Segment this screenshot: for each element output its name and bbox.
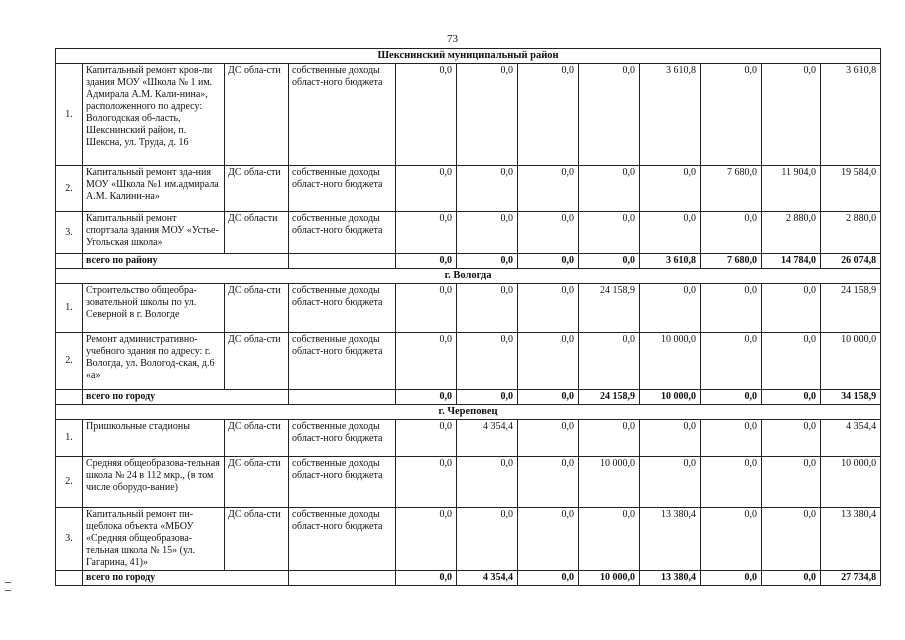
amount-cell: 0,0 bbox=[396, 166, 457, 212]
table-row bbox=[56, 284, 881, 333]
amount-cell: 0,0 bbox=[701, 333, 762, 390]
row-index: 3. bbox=[56, 508, 83, 571]
amount-cell: 0,0 bbox=[701, 284, 762, 333]
amount-cell: 0,0 bbox=[579, 508, 640, 571]
amount-cell: 0,0 bbox=[396, 457, 457, 508]
total-amount: 4 354,4 bbox=[457, 571, 518, 586]
total-amount: 0,0 bbox=[701, 390, 762, 405]
total-amount: 0,0 bbox=[396, 390, 457, 405]
total-index-cell bbox=[56, 571, 83, 586]
amount-cell: 0,0 bbox=[762, 333, 821, 390]
total-index-cell bbox=[56, 390, 83, 405]
customer-cell: ДС обла-сти bbox=[225, 64, 289, 166]
amount-cell: 0,0 bbox=[518, 333, 579, 390]
amount-cell: 0,0 bbox=[640, 212, 701, 254]
funding-source: собственные доходы област-ного бюджета bbox=[289, 284, 396, 333]
funding-source: собственные доходы област-ного бюджета bbox=[289, 508, 396, 571]
total-amount: 13 380,4 bbox=[640, 571, 701, 586]
amount-cell: 0,0 bbox=[762, 284, 821, 333]
amount-cell: 3 610,8 bbox=[821, 64, 881, 166]
total-label: всего по городу bbox=[83, 571, 289, 586]
total-amount: 7 680,0 bbox=[701, 254, 762, 269]
object-name: Ремонт административно-учебного здания по адресу: г. Вологда, ул. Вологод-ская, д.6 «а» bbox=[83, 333, 225, 390]
row-index: 1. bbox=[56, 64, 83, 166]
amount-cell: 0,0 bbox=[518, 166, 579, 212]
row-index: 1. bbox=[56, 284, 83, 333]
amount-cell: 0,0 bbox=[640, 457, 701, 508]
amount-cell: 11 904,0 bbox=[762, 166, 821, 212]
amount-cell: 0,0 bbox=[457, 333, 518, 390]
amount-cell: 0,0 bbox=[518, 508, 579, 571]
section-title: г. Вологда bbox=[56, 269, 881, 284]
total-amount: 0,0 bbox=[701, 571, 762, 586]
customer-cell: ДС области bbox=[225, 212, 289, 254]
total-row bbox=[56, 254, 881, 269]
section-header bbox=[56, 269, 881, 284]
total-amount: 0,0 bbox=[762, 390, 821, 405]
total-label: всего по району bbox=[83, 254, 289, 269]
funding-source: собственные доходы област-ного бюджета bbox=[289, 212, 396, 254]
funding-source: собственные доходы област-ного бюджета bbox=[289, 333, 396, 390]
amount-cell: 19 584,0 bbox=[821, 166, 881, 212]
funding-source: собственные доходы област-ного бюджета bbox=[289, 64, 396, 166]
customer-cell: ДС обла-сти bbox=[225, 508, 289, 571]
page-number: 73 bbox=[447, 33, 458, 45]
object-name: Строительство общеобра-зовательной школы по ул. Северной в г. Вологде bbox=[83, 284, 225, 333]
total-index-cell bbox=[56, 254, 83, 269]
amount-cell: 0,0 bbox=[640, 284, 701, 333]
object-name: Пришкольные стадионы bbox=[83, 420, 225, 457]
object-name: Капитальный ремонт зда-ния МОУ «Школа №1 им.адмирала А.М. Калини-на» bbox=[83, 166, 225, 212]
amount-cell: 0,0 bbox=[762, 508, 821, 571]
funding-source: собственные доходы област-ного бюджета bbox=[289, 457, 396, 508]
amount-cell: 0,0 bbox=[701, 508, 762, 571]
object-name: Капитальный ремонт пи-щеблока объекта «МБОУ «Средняя общеобразова-тельная школа № 15» (ул. Гагарина, 41)» bbox=[83, 508, 225, 571]
total-label: всего по городу bbox=[83, 390, 289, 405]
amount-cell: 0,0 bbox=[640, 420, 701, 457]
row-index: 2. bbox=[56, 457, 83, 508]
amount-cell: 0,0 bbox=[762, 64, 821, 166]
total-row bbox=[56, 390, 881, 405]
section-header bbox=[56, 49, 881, 64]
amount-cell: 10 000,0 bbox=[579, 457, 640, 508]
amount-cell: 0,0 bbox=[457, 508, 518, 571]
amount-cell: 0,0 bbox=[579, 212, 640, 254]
amount-cell: 0,0 bbox=[701, 212, 762, 254]
amount-cell: 0,0 bbox=[518, 457, 579, 508]
budget-table bbox=[55, 48, 881, 586]
total-source-cell bbox=[289, 390, 396, 405]
total-amount: 0,0 bbox=[762, 571, 821, 586]
amount-cell: 10 000,0 bbox=[640, 333, 701, 390]
table-row bbox=[56, 508, 881, 571]
row-index: 3. bbox=[56, 212, 83, 254]
total-amount: 0,0 bbox=[396, 254, 457, 269]
total-amount: 10 000,0 bbox=[579, 571, 640, 586]
amount-cell: 0,0 bbox=[762, 457, 821, 508]
amount-cell: 13 380,4 bbox=[640, 508, 701, 571]
total-amount: 0,0 bbox=[457, 254, 518, 269]
amount-cell: 0,0 bbox=[518, 64, 579, 166]
section-title: Шекснинский муниципальный район bbox=[56, 49, 881, 64]
customer-cell: ДС обла-сти bbox=[225, 284, 289, 333]
amount-cell: 0,0 bbox=[396, 284, 457, 333]
total-amount: 26 074,8 bbox=[821, 254, 881, 269]
amount-cell: 2 880,0 bbox=[762, 212, 821, 254]
customer-cell: ДС обла-сти bbox=[225, 420, 289, 457]
total-amount: 10 000,0 bbox=[640, 390, 701, 405]
table-row bbox=[56, 64, 881, 166]
funding-source: собственные доходы област-ного бюджета bbox=[289, 166, 396, 212]
total-amount: 27 734,8 bbox=[821, 571, 881, 586]
section-title: г. Череповец bbox=[56, 405, 881, 420]
amount-cell: 24 158,9 bbox=[579, 284, 640, 333]
amount-cell: 10 000,0 bbox=[821, 333, 881, 390]
amount-cell: 10 000,0 bbox=[821, 457, 881, 508]
amount-cell: 2 880,0 bbox=[821, 212, 881, 254]
amount-cell: 0,0 bbox=[396, 333, 457, 390]
total-amount: 24 158,9 bbox=[579, 390, 640, 405]
amount-cell: 0,0 bbox=[579, 166, 640, 212]
amount-cell: 0,0 bbox=[640, 166, 701, 212]
total-amount: 14 784,0 bbox=[762, 254, 821, 269]
amount-cell: 0,0 bbox=[701, 64, 762, 166]
amount-cell: 0,0 bbox=[762, 420, 821, 457]
object-name: Капитальный ремонт кров-ли здания МОУ «Школа № 1 им. Адмирала А.М. Кали-нина», расположенного по адресу: Вологодская об-ласть, Шекснинский район, п. Шексна, ул. Труда, д. 16 bbox=[83, 64, 225, 166]
funding-source: собственные доходы област-ного бюджета bbox=[289, 420, 396, 457]
total-amount: 3 610,8 bbox=[640, 254, 701, 269]
total-source-cell bbox=[289, 254, 396, 269]
row-index: 1. bbox=[56, 420, 83, 457]
amount-cell: 0,0 bbox=[396, 64, 457, 166]
amount-cell: 0,0 bbox=[457, 284, 518, 333]
total-amount: 0,0 bbox=[518, 571, 579, 586]
amount-cell: 0,0 bbox=[518, 420, 579, 457]
amount-cell: 13 380,4 bbox=[821, 508, 881, 571]
amount-cell: 0,0 bbox=[518, 284, 579, 333]
table-row bbox=[56, 166, 881, 212]
row-index: 2. bbox=[56, 333, 83, 390]
amount-cell: 0,0 bbox=[579, 333, 640, 390]
total-amount: 34 158,9 bbox=[821, 390, 881, 405]
amount-cell: 0,0 bbox=[396, 420, 457, 457]
total-amount: 0,0 bbox=[457, 390, 518, 405]
customer-cell: ДС обла-сти bbox=[225, 457, 289, 508]
customer-cell: ДС обла-сти bbox=[225, 333, 289, 390]
object-name: Капитальный ремонт спортзала здания МОУ «Устье-Угольская школа» bbox=[83, 212, 225, 254]
amount-cell: 0,0 bbox=[701, 457, 762, 508]
total-amount: 0,0 bbox=[518, 390, 579, 405]
total-amount: 0,0 bbox=[396, 571, 457, 586]
total-amount: 0,0 bbox=[518, 254, 579, 269]
total-amount: 0,0 bbox=[579, 254, 640, 269]
amount-cell: 0,0 bbox=[457, 212, 518, 254]
table-row bbox=[56, 420, 881, 457]
row-index: 2. bbox=[56, 166, 83, 212]
amount-cell: 0,0 bbox=[579, 64, 640, 166]
amount-cell: 0,0 bbox=[396, 508, 457, 571]
amount-cell: 0,0 bbox=[579, 420, 640, 457]
table-row bbox=[56, 212, 881, 254]
table-row bbox=[56, 333, 881, 390]
amount-cell: 0,0 bbox=[457, 166, 518, 212]
amount-cell: 0,0 bbox=[701, 420, 762, 457]
amount-cell: 4 354,4 bbox=[821, 420, 881, 457]
amount-cell: 0,0 bbox=[457, 64, 518, 166]
total-source-cell bbox=[289, 571, 396, 586]
section-header bbox=[56, 405, 881, 420]
amount-cell: 0,0 bbox=[396, 212, 457, 254]
object-name: Средняя общеобразова-тельная школа № 24 в 112 мкр., (в том числе оборудо-вание) bbox=[83, 457, 225, 508]
amount-cell: 24 158,9 bbox=[821, 284, 881, 333]
total-row bbox=[56, 571, 881, 586]
amount-cell: 7 680,0 bbox=[701, 166, 762, 212]
amount-cell: 4 354,4 bbox=[457, 420, 518, 457]
amount-cell: 0,0 bbox=[457, 457, 518, 508]
customer-cell: ДС обла-сти bbox=[225, 166, 289, 212]
amount-cell: 3 610,8 bbox=[640, 64, 701, 166]
table-row bbox=[56, 457, 881, 508]
amount-cell: 0,0 bbox=[518, 212, 579, 254]
